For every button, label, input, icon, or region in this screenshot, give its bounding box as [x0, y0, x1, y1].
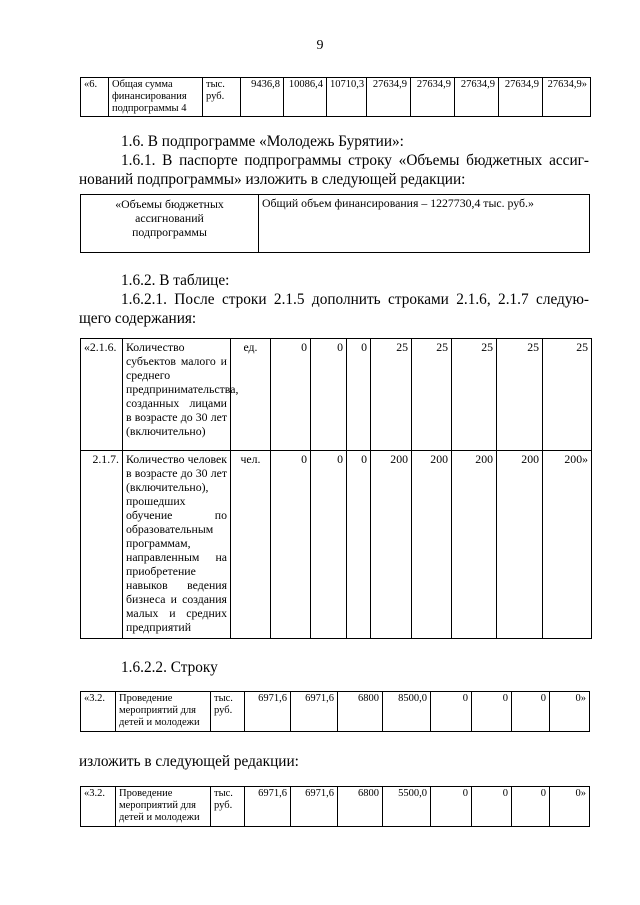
value-cell: 6971,6 [291, 787, 338, 827]
budget-value: Общий объем финансирования – 1227730,4 тыс. руб.» [259, 195, 590, 253]
value-cell: 200 [452, 451, 497, 639]
value-cell: 0 [431, 787, 472, 827]
row-name: Количество субъектов малого и среднего предпринимательства, созданных лицами в возрасте до 30 лет (включительно) [123, 339, 231, 451]
value-cell: 6971,6 [245, 787, 291, 827]
old-row-table [80, 691, 590, 732]
value-cell: 10710,3 [327, 78, 367, 117]
value-cell: 0 [512, 692, 550, 732]
value-cell: 200 [371, 451, 412, 639]
value-cell: 200 [497, 451, 543, 639]
row-number: «2.1.6. [81, 339, 123, 451]
row-unit: тыс. руб. [203, 78, 241, 117]
value-cell: 25 [543, 339, 592, 451]
value-cell: 25 [371, 339, 412, 451]
paragraph-new-edition: изложить в следующей редакции: [79, 753, 299, 770]
table-row [81, 692, 590, 732]
value-cell: 6800 [338, 787, 383, 827]
indicator-table [80, 338, 592, 639]
row-unit: тыс. руб. [211, 787, 245, 827]
table-row [81, 451, 592, 639]
row-unit: ед. [231, 339, 271, 451]
value-cell: 0» [550, 692, 590, 732]
table-row [81, 78, 591, 117]
row-name: Количество человек в возрасте до 30 лет (включительно), прошедших обучение по образовательным программам, направленным на приобретение навыков ведения бизнеса и создания малых и средних предприятий [123, 451, 231, 639]
value-cell: 0 [512, 787, 550, 827]
paragraph-1-6-2-1: 1.6.2.1. После строки 2.1.5 дополнить строками 2.1.6, 2.1.7 следую- [121, 291, 589, 308]
value-cell: 25 [497, 339, 543, 451]
financing-table [80, 77, 591, 117]
row-unit: чел. [231, 451, 271, 639]
value-cell: 27634,9 [499, 78, 543, 117]
value-cell: 0 [431, 692, 472, 732]
value-cell: 25 [412, 339, 452, 451]
row-name: Проведение мероприятий для детей и молодежи [116, 692, 211, 732]
value-cell: 27634,9» [543, 78, 591, 117]
value-cell: 0 [311, 339, 347, 451]
row-number: «6. [81, 78, 109, 117]
value-cell: 25 [452, 339, 497, 451]
paragraph-1-6-1-cont: нований подпрограммы» изложить в следующей редакции: [79, 171, 466, 188]
value-cell: 200 [412, 451, 452, 639]
value-cell: 0» [550, 787, 590, 827]
row-name: Общая сумма финансирования подпрограммы 4 [109, 78, 203, 117]
paragraph-1-6-2-2: 1.6.2.2. Строку [121, 659, 218, 676]
value-cell: 10086,4 [284, 78, 327, 117]
value-cell: 9436,8 [241, 78, 284, 117]
value-cell: 0 [311, 451, 347, 639]
value-cell: 8500,0 [383, 692, 431, 732]
value-cell: 5500,0 [383, 787, 431, 827]
value-cell: 6800 [338, 692, 383, 732]
value-cell: 6971,6 [291, 692, 338, 732]
table-row [81, 195, 590, 253]
paragraph-1-6-2: 1.6.2. В таблице: [121, 272, 230, 289]
paragraph-1-6-1: 1.6.1. В паспорте подпрограммы строку «Объемы бюджетных ассиг- [121, 152, 589, 169]
value-cell: 27634,9 [367, 78, 411, 117]
row-name: Проведение мероприятий для детей и молодежи [116, 787, 211, 827]
paragraph-1-6-2-1-cont: щего содержания: [79, 310, 197, 327]
row-number: «3.2. [81, 787, 116, 827]
row-unit: тыс. руб. [211, 692, 245, 732]
value-cell: 0 [347, 339, 371, 451]
value-cell: 27634,9 [455, 78, 499, 117]
row-number: 2.1.7. [81, 451, 123, 639]
value-cell: 0 [472, 692, 512, 732]
new-row-table [80, 786, 590, 827]
value-cell: 0 [472, 787, 512, 827]
value-cell: 6971,6 [245, 692, 291, 732]
budget-label: «Объемы бюджетных ассигнований подпрограммы [81, 195, 259, 253]
table-row [81, 787, 590, 827]
value-cell: 0 [271, 451, 311, 639]
value-cell: 0 [347, 451, 371, 639]
value-cell: 200» [543, 451, 592, 639]
budget-table [80, 194, 590, 253]
row-number: «3.2. [81, 692, 116, 732]
table-row [81, 339, 592, 451]
value-cell: 0 [271, 339, 311, 451]
value-cell: 27634,9 [411, 78, 455, 117]
page-number: 9 [316, 38, 324, 53]
paragraph-1-6: 1.6. В подпрограмме «Молодежь Бурятии»: [121, 133, 404, 150]
